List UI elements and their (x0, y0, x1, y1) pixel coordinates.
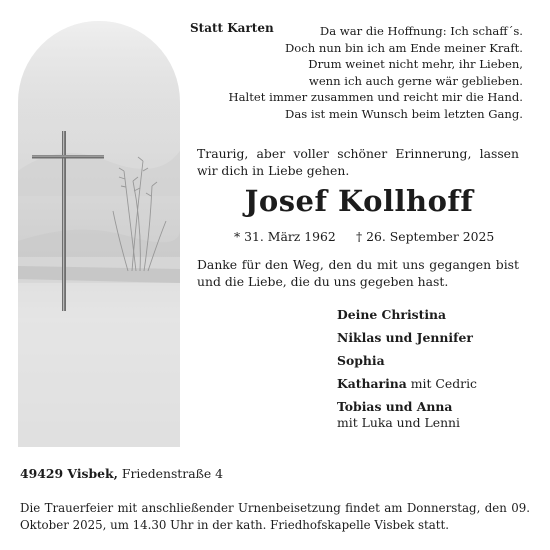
memorial-image (18, 21, 180, 447)
family-name: Sophia (337, 353, 385, 368)
memorial-landscape-graphic (18, 21, 180, 447)
family-name: Katharina (337, 376, 407, 391)
service-info: Die Trauerfeier mit anschließender Urnenbeisetzung findet am Donnerstag, den 09. Oktober 2025, um 14.30 Uhr in der kath. Friedhofskapelle Visbek statt. (20, 501, 530, 532)
family-line (337, 330, 473, 345)
poem-line: Doch nun bin ich am Ende meiner Kraft. (284, 40, 523, 55)
statt-karten-label: Statt Karten (190, 21, 274, 35)
poem-line: wenn ich auch gerne wär geblieben. (308, 73, 523, 88)
poem-line: Da war die Hoffnung: Ich schaff´s. (319, 24, 523, 38)
family-name-extra: mit Cedric (406, 376, 477, 391)
address-street: Friedenstraße 4 (117, 466, 224, 481)
family-line (337, 353, 385, 368)
birth-date: * 31. März 1962 (234, 229, 336, 244)
poem-line: Drum weinet nicht mehr, ihr Lieben, (308, 57, 523, 71)
family-line (337, 399, 452, 414)
family-line: mit Luka und Lenni (337, 415, 460, 430)
poem-line: Das ist mein Wunsch beim letzten Gang. (285, 106, 523, 121)
poem-line: Haltet immer zusammen und reicht mir die Hand. (228, 90, 523, 104)
family-name: Tobias und Anna (337, 399, 453, 414)
deceased-name: Josef Kollhoff (244, 184, 474, 218)
thanks-text: Danke für den Weg, den du mit uns gegangen bist und die Liebe, die du uns gegeben hast. (197, 257, 519, 289)
family-name: Niklas und Jennifer (337, 330, 473, 345)
intro-text: Traurig, aber voller schöner Erinnerung, lassen wir dich in Liebe gehen. (197, 146, 519, 178)
poem (229, 23, 523, 122)
address-postcode-city: 49429 Visbek, (20, 466, 118, 481)
family-name: Deine Christina (337, 307, 447, 322)
address (20, 466, 223, 481)
death-date: † 26. September 2025 (356, 229, 495, 244)
family-line (337, 376, 477, 391)
family-line (337, 307, 446, 322)
